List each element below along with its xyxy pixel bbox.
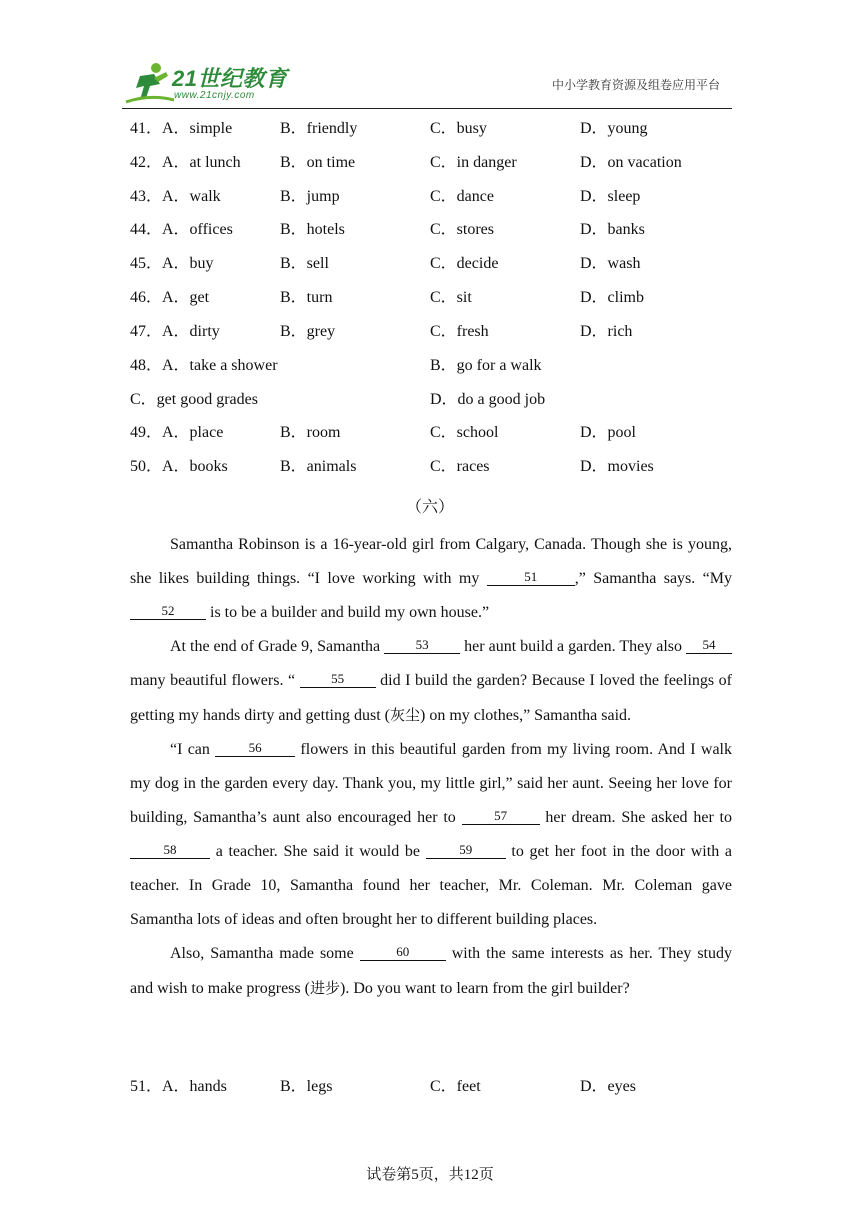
option-a: 44．A．offices (130, 221, 233, 238)
option-a: 51．A．hands (130, 1078, 227, 1095)
option-d: D．pool (580, 424, 637, 441)
question-row-51 (130, 1076, 740, 1098)
passage-paragraph-3 (130, 733, 732, 937)
passage-paragraph-2 (130, 630, 732, 733)
option-c: C．busy (430, 120, 487, 137)
logo-text: 21世纪教育 (172, 66, 288, 91)
passage-text: flowers in this beautiful garden from my living room. And I walk my dog in the garden every day. Thank you, my little girl,” said her aunt. Seeing her love for building, Samantha’s aunt also encouraged her to (130, 741, 732, 826)
question-row-47 (130, 321, 740, 343)
passage-text: her aunt build a garden. They also (460, 638, 687, 655)
option-a: 46．A．get (130, 289, 210, 306)
option-c: C．feet (430, 1078, 481, 1095)
option-d: D．climb (580, 289, 644, 306)
blank-57: 57 (462, 809, 540, 825)
blank-51: 51 (487, 570, 575, 586)
blank-59: 59 (426, 843, 506, 859)
passage-text: with the same interests as her. They study and wish to make progress ( (130, 945, 732, 997)
option-d: D．on vacation (580, 154, 682, 171)
blank-54: 54 (686, 638, 732, 654)
question-row-44 (130, 219, 740, 241)
option-b: B．jump (280, 188, 340, 205)
blank-58: 58 (130, 843, 210, 859)
option-c: C．school (430, 424, 499, 441)
section-title: （六） (405, 497, 454, 516)
option-d: D．banks (580, 221, 645, 238)
blank-55: 55 (300, 672, 376, 688)
option-c: C．in danger (430, 154, 517, 171)
option-b: B．room (280, 424, 341, 441)
option-b: B．grey (280, 323, 336, 340)
logo-url: www.21cnjy.com (174, 90, 255, 101)
question-row-43 (130, 186, 740, 208)
question-row-49 (130, 422, 740, 444)
question-row-46 (130, 287, 740, 309)
option-a: 42．A．at lunch (130, 154, 241, 171)
question-row-48-cont (130, 389, 740, 411)
passage-paragraph-4 (130, 937, 732, 1006)
passage-text: Also, Samantha made some (170, 945, 360, 962)
option-b: B．legs (280, 1078, 333, 1095)
passage-paragraph-1 (130, 528, 732, 630)
passage-text: ) on my clothes,” Samantha said. (419, 707, 632, 724)
site-logo (120, 60, 290, 108)
blank-56: 56 (215, 741, 295, 757)
passage-text: At the end of Grade 9, Samantha (170, 638, 385, 655)
option-c: C．decide (430, 255, 499, 272)
cloze-passage (130, 528, 732, 1006)
question-row-41 (130, 118, 740, 140)
passage-text: did I build the garden? Because I loved the feelings of getting my hands dirty and getting dust ( (130, 672, 733, 724)
passage-gloss: 灰尘 (389, 706, 420, 724)
page-footer: 试卷第5页，共12页 (366, 1167, 494, 1183)
passage-text: her dream. She asked her to (539, 809, 733, 826)
option-a: 43．A．walk (130, 188, 221, 205)
header-divider (122, 108, 732, 109)
passage-text: is to be a builder and build my own house.” (206, 604, 490, 621)
option-c: C．stores (430, 221, 495, 238)
option-d: D．movies (580, 458, 654, 475)
passage-text: “I can (170, 741, 216, 758)
option-a: 48．A．take a shower (130, 357, 278, 374)
option-d: D．do a good job (430, 391, 546, 408)
option-a: 45．A．buy (130, 255, 214, 272)
passage-text: ). Do you want to learn from the girl builder? (339, 980, 630, 997)
passage-text: Samantha Robinson is a 16-year-old girl from Calgary, Canada. Though she is young, she likes building things. “I love working with my (130, 536, 732, 587)
blank-60: 60 (360, 945, 446, 961)
option-d: D．young (580, 120, 648, 137)
option-b: B．on time (280, 154, 356, 171)
option-b: B．turn (280, 289, 333, 306)
option-d: D．eyes (580, 1078, 636, 1095)
passage-text: many beautiful flowers. “ (130, 672, 300, 689)
question-row-50 (130, 456, 740, 478)
header-tagline: 中小学教育资源及组卷应用平台 (551, 78, 720, 92)
option-a: 50．A．books (130, 458, 228, 475)
question-row-42 (130, 152, 740, 174)
option-a: 47．A．dirty (130, 323, 220, 340)
option-d: D．rich (580, 323, 633, 340)
option-b: B．animals (280, 458, 357, 475)
passage-text: ,” Samantha says. “My (574, 570, 732, 587)
option-c: C．fresh (430, 323, 489, 340)
page-header (120, 60, 730, 110)
passage-text: a teacher. She said it would be (210, 843, 426, 860)
option-d: D．wash (580, 255, 641, 272)
option-c: C．races (430, 458, 490, 475)
option-c: C．dance (430, 188, 494, 205)
runner-logo-icon (120, 60, 176, 108)
option-c: C．get good grades (130, 391, 258, 408)
option-b: B．go for a walk (430, 357, 542, 374)
option-a: 49．A．place (130, 424, 224, 441)
option-a: 41．A．simple (130, 120, 233, 137)
blank-53: 53 (384, 638, 460, 654)
option-d: D．sleep (580, 188, 641, 205)
option-b: B．friendly (280, 120, 358, 137)
passage-gloss: 进步 (309, 979, 340, 997)
option-b: B．hotels (280, 221, 345, 238)
blank-52: 52 (130, 604, 206, 620)
question-row-48 (130, 355, 740, 377)
option-c: C．sit (430, 289, 472, 306)
passage-text: to get her foot in the door with a teacher. In Grade 10, Samantha found her teacher, Mr. Coleman. Mr. Coleman gave Samantha lots of ideas and often brought her to different building places. (130, 843, 732, 928)
option-b: B．sell (280, 255, 329, 272)
question-row-45 (130, 253, 740, 275)
